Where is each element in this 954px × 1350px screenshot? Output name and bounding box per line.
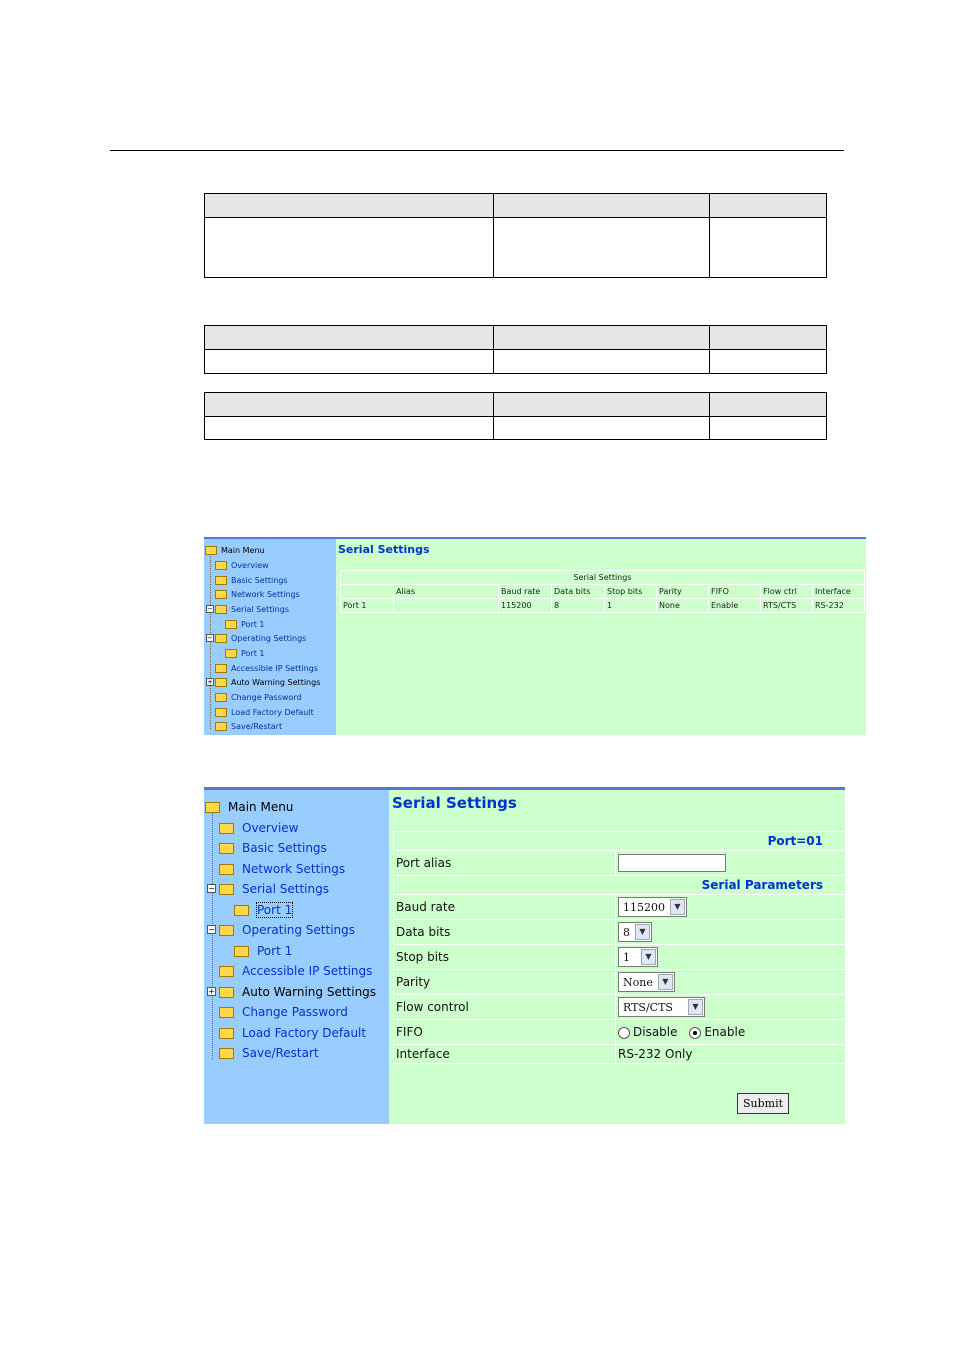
folder-open-icon xyxy=(205,546,217,555)
menu-label: Serial Settings xyxy=(242,882,329,896)
menu-label: Load Factory Default xyxy=(231,708,314,717)
folder-open-icon xyxy=(215,634,227,643)
collapse-icon[interactable]: − xyxy=(207,605,213,613)
menu-label: Save/Restart xyxy=(242,1046,319,1060)
menu-item-operating-settings[interactable] xyxy=(219,921,355,939)
menu-item-load-factory-default[interactable] xyxy=(215,707,314,719)
folder-icon xyxy=(219,966,234,977)
blank-table-2 xyxy=(204,325,827,374)
table-cell xyxy=(205,350,494,374)
menu-label: Port 1 xyxy=(241,649,265,658)
table-cell xyxy=(710,194,827,218)
select-value: None xyxy=(623,975,653,989)
blank-table-1 xyxy=(204,193,827,278)
menu-label: Auto Warning Settings xyxy=(242,985,377,999)
column-header: Alias xyxy=(394,585,499,599)
menu-label: Change Password xyxy=(231,693,302,702)
menu-item-change-password[interactable] xyxy=(215,692,302,704)
main-menu-root[interactable] xyxy=(205,798,293,816)
folder-open-icon xyxy=(205,802,220,813)
table-cell: RTS/CTS xyxy=(761,599,813,613)
table-cell xyxy=(710,417,827,440)
select-value: 115200 xyxy=(623,900,665,914)
port-alias-cell xyxy=(616,851,846,876)
menu-item-auto-warning[interactable] xyxy=(219,983,376,1001)
menu-item-basic-settings[interactable] xyxy=(219,839,327,857)
column-header xyxy=(341,585,394,599)
menu-label: Overview xyxy=(231,561,269,570)
select-value: 1 xyxy=(623,950,630,964)
chevron-down-icon[interactable]: ▼ xyxy=(641,949,656,965)
menu-label: Main Menu xyxy=(228,800,294,814)
folder-icon xyxy=(215,678,227,687)
data-bits-label: Data bits xyxy=(394,920,616,945)
menu-label: Load Factory Default xyxy=(242,1026,367,1040)
table-cell xyxy=(205,194,494,218)
menu-item-accessible-ip[interactable] xyxy=(219,962,372,980)
table-cell xyxy=(205,417,494,440)
menu-item-accessible-ip[interactable] xyxy=(215,663,318,675)
menu-item-serial-settings[interactable] xyxy=(215,604,289,616)
table-cell xyxy=(394,599,499,613)
table-cell xyxy=(205,393,494,417)
column-header: Interface xyxy=(813,585,865,599)
menu-label: Accessible IP Settings xyxy=(231,664,318,673)
expand-icon[interactable]: + xyxy=(208,987,215,996)
menu-label: Network Settings xyxy=(231,590,300,599)
chevron-down-icon[interactable]: ▼ xyxy=(688,999,703,1015)
folder-icon xyxy=(225,620,237,629)
blank-table-3 xyxy=(204,392,827,440)
flow-control-select[interactable] xyxy=(618,997,705,1017)
menu-label: Operating Settings xyxy=(242,923,356,937)
table-caption: Serial Settings xyxy=(341,571,865,585)
select-value: 8 xyxy=(623,925,630,939)
select-value: RTS/CTS xyxy=(623,1000,673,1014)
menu-item-load-factory-default[interactable] xyxy=(219,1024,366,1042)
fifo-label: FIFO xyxy=(394,1020,616,1045)
parity-label: Parity xyxy=(394,970,616,995)
stop-bits-cell xyxy=(616,945,846,970)
port-alias-label: Port alias xyxy=(394,851,616,876)
menu-item-basic-settings[interactable] xyxy=(215,575,288,587)
folder-icon xyxy=(219,1048,234,1059)
menu-item-save-restart[interactable] xyxy=(215,721,282,733)
menu-label: Basic Settings xyxy=(242,841,327,855)
submit-button[interactable]: Submit xyxy=(737,1093,789,1114)
baud-rate-cell xyxy=(616,895,846,920)
menu-item-auto-warning[interactable] xyxy=(215,677,320,689)
menu-label: Change Password xyxy=(242,1005,348,1019)
menu-label: Save/Restart xyxy=(231,722,283,731)
menu-item-serial-port-1[interactable] xyxy=(225,619,265,631)
fifo-disable-radio[interactable] xyxy=(618,1027,630,1039)
table-cell: 115200 xyxy=(499,599,552,613)
column-header: Stop bits xyxy=(605,585,657,599)
port-header: Port=01 xyxy=(394,832,846,851)
folder-icon xyxy=(219,823,234,834)
menu-label: Accessible IP Settings xyxy=(242,964,373,978)
menu-item-serial-port-1[interactable] xyxy=(234,901,292,919)
table-cell: RS-232 xyxy=(813,599,865,613)
folder-icon xyxy=(215,708,227,717)
fifo-cell xyxy=(616,1020,846,1045)
page-title: Serial Settings xyxy=(392,794,517,812)
menu-label: Port 1 xyxy=(257,944,293,958)
table-header-row xyxy=(341,585,865,599)
collapse-icon[interactable]: − xyxy=(208,884,215,893)
fifo-disable-label: Disable xyxy=(633,1025,678,1039)
menu-item-serial-settings[interactable] xyxy=(219,880,329,898)
table-cell xyxy=(710,218,827,278)
folder-open-icon xyxy=(215,605,227,614)
column-header: Parity xyxy=(657,585,709,599)
page-title: Serial Settings xyxy=(338,543,430,556)
menu-item-change-password[interactable] xyxy=(219,1003,348,1021)
table-cell: 1 xyxy=(605,599,657,613)
serial-settings-port-screenshot xyxy=(204,787,845,1124)
menu-label: Network Settings xyxy=(242,862,346,876)
folder-icon xyxy=(225,649,237,658)
folder-icon xyxy=(219,1007,234,1018)
menu-label: Auto Warning Settings xyxy=(231,678,321,687)
table-cell: None xyxy=(657,599,709,613)
table-cell xyxy=(494,350,710,374)
table-cell xyxy=(710,350,827,374)
menu-item-overview[interactable] xyxy=(215,560,269,572)
folder-icon xyxy=(215,693,227,702)
column-header: Baud rate xyxy=(499,585,552,599)
stop-bits-label: Stop bits xyxy=(394,945,616,970)
menu-item-operating-port-1[interactable] xyxy=(225,648,265,660)
folder-icon xyxy=(234,946,249,957)
table-cell xyxy=(494,417,710,440)
menu-item-overview[interactable] xyxy=(219,819,299,837)
page-rule xyxy=(110,150,844,151)
chevron-down-icon[interactable]: ▼ xyxy=(635,924,650,940)
menu-label: Serial Settings xyxy=(231,605,289,614)
parity-select[interactable] xyxy=(618,972,675,992)
menu-label: Overview xyxy=(242,821,299,835)
collapse-icon[interactable]: − xyxy=(208,925,215,934)
interface-value: RS-232 Only xyxy=(616,1045,846,1064)
column-header: Data bits xyxy=(552,585,605,599)
section-header: Serial Parameters xyxy=(394,876,846,895)
folder-icon xyxy=(219,987,234,998)
parity-cell xyxy=(616,970,846,995)
stop-bits-select[interactable] xyxy=(618,947,658,967)
chevron-down-icon[interactable]: ▼ xyxy=(658,974,673,990)
chevron-down-icon[interactable]: ▼ xyxy=(670,899,685,915)
menu-item-network-settings[interactable] xyxy=(215,589,300,601)
baud-rate-select[interactable] xyxy=(618,897,687,917)
collapse-icon[interactable]: − xyxy=(207,634,213,642)
folder-open-icon xyxy=(219,884,234,895)
menu-label-selected: Port 1 xyxy=(257,903,293,917)
menu-label: Main Menu xyxy=(221,546,265,555)
flow-control-cell xyxy=(616,995,846,1020)
table-cell xyxy=(494,326,710,350)
serial-settings-overview-screenshot xyxy=(204,537,866,735)
data-bits-select[interactable] xyxy=(618,922,652,942)
folder-icon xyxy=(219,843,234,854)
serial-settings-form xyxy=(393,831,846,1064)
main-menu-tree xyxy=(204,539,336,735)
baud-rate-label: Baud rate xyxy=(394,895,616,920)
folder-icon xyxy=(215,561,227,570)
menu-label: Basic Settings xyxy=(231,576,288,585)
folder-icon xyxy=(215,722,227,731)
port-alias-input[interactable] xyxy=(618,854,726,872)
folder-icon xyxy=(215,590,227,599)
table-cell xyxy=(494,194,710,218)
table-row[interactable] xyxy=(341,599,865,613)
folder-icon xyxy=(215,576,227,585)
menu-item-operating-port-1[interactable] xyxy=(234,942,292,960)
table-cell: 8 xyxy=(552,599,605,613)
table-cell xyxy=(494,218,710,278)
folder-icon xyxy=(219,1028,234,1039)
menu-label: Port 1 xyxy=(241,620,265,629)
main-menu-tree xyxy=(204,790,389,1124)
data-bits-cell xyxy=(616,920,846,945)
menu-item-network-settings[interactable] xyxy=(219,860,345,878)
table-cell xyxy=(710,326,827,350)
menu-label: Operating Settings xyxy=(231,634,307,643)
column-header: Flow ctrl xyxy=(761,585,813,599)
interface-label: Interface xyxy=(394,1045,616,1064)
main-menu-root[interactable] xyxy=(205,545,265,557)
folder-icon xyxy=(219,864,234,875)
folder-icon xyxy=(234,905,249,916)
tree-line xyxy=(212,812,213,1060)
menu-item-save-restart[interactable] xyxy=(219,1044,319,1062)
folder-open-icon xyxy=(219,925,234,936)
table-cell xyxy=(710,393,827,417)
fifo-enable-label: Enable xyxy=(704,1025,746,1039)
column-header: FIFO xyxy=(709,585,761,599)
table-cell xyxy=(205,218,494,278)
expand-icon[interactable]: + xyxy=(207,678,213,686)
menu-item-operating-settings[interactable] xyxy=(215,633,306,645)
table-cell[interactable]: Port 1 xyxy=(341,599,394,613)
table-cell: Enable xyxy=(709,599,761,613)
table-cell xyxy=(494,393,710,417)
table-cell xyxy=(205,326,494,350)
flow-control-label: Flow control xyxy=(394,995,616,1020)
fifo-enable-radio[interactable] xyxy=(689,1027,701,1039)
serial-settings-table xyxy=(340,570,865,613)
folder-icon xyxy=(215,664,227,673)
